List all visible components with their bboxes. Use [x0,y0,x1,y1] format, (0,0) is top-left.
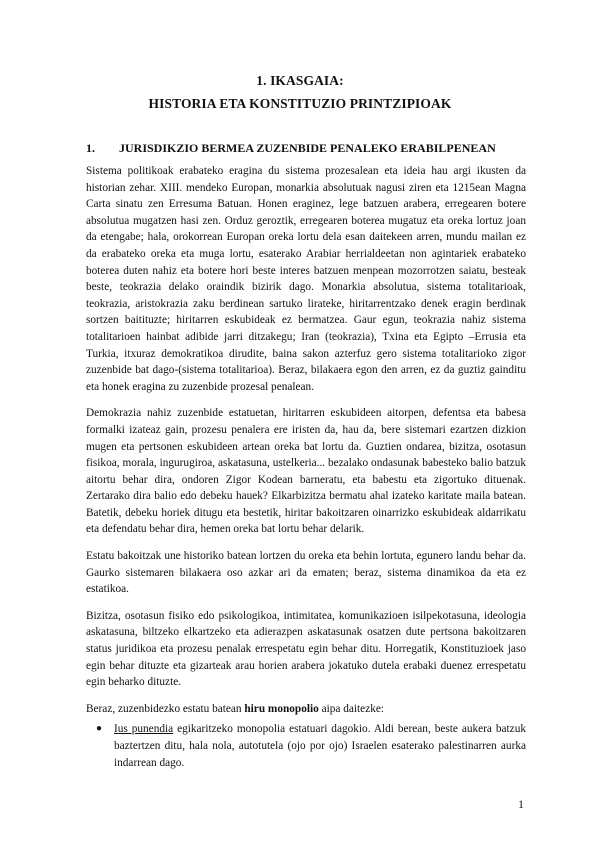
list-item-text: egikaritzeko monopolia estatuari dagokio. Aldi berean, beste aukera batzuk baztertzen ditu, hala nola, autotutela (ojo por ojo) Israelen esaterako palestinarren aurka indarrean dago. [114,723,526,769]
paragraph-2: Demokrazia nahiz zuzenbide estatuetan, hiritarren eskubideen aitorpen, defentsa eta babesa formalki izateaz gain, prozesu penalera ere iristen da, hau da, bere sistemari ezartzen dizkion mugen eta pertsonen eskubideen artean oreka bat lortu da. Guztien ondarea, bizitza, osotasun fisikoa, morala, ingurugiroa, askatasuna, ustelkeria... bezalako ondasunak babesteko balio batzuk aitortu behar dira, ondoren Zigor Kodean barneratu, eta babestu eta zigortuko dituenak. Zertarako dira balio edo debeku hauek? Elkarbizitza bermatu ahal izateko karitate maila batean. Batetik, debeku horiek ditugu eta bestetik, hiritar bakoitzaren oinarrizko eskubideak aldarrikatu eta defendatu behar dira, hemen oreka bat lortu behar delarik. [86,407,526,536]
section-heading [86,141,496,156]
monopoly-after-text: aipa daitezke: [318,702,385,715]
body-text [86,163,526,771]
list-item-underlined-term: Ius punendia [114,723,174,736]
page-number: 1 [518,797,524,811]
lesson-number-heading: 1. IKASGAIA: [256,73,344,88]
paragraph-3: Estatu bakoitzak une historiko batean lortzen du oreka eta behin lortuta, egunero landu behar da. Gaurko sistemaren bilakaera oso azkar ari da ematen; beraz, sistema dinamikoa da eta ez estatikoa. [86,550,526,596]
monopoly-list [86,721,526,771]
monopoly-bold-text: hiru monopolio [244,702,319,715]
paragraph-4: Bizitza, osotasun fisiko edo psikologikoa, intimitatea, komunikazioen isilpekotasuna, ideologia askatasuna, biltzeko elkartzeko eta adierazpen askatasunak osatzen dute pertsona bakoitzaren status juridikoa eta prozesu penalak errespetatu egin behar ditu. Horregatik, Konstituzioek jaso egin behar dituzte eta gizarteak arau horien arabera jokatuko dutela erabaki duenez errespetatu egin beharko dituzte. [86,609,526,689]
lesson-title-heading: HISTORIA ETA KONSTITUZIO PRINTZIPIOAK [148,96,452,111]
section-title: JURISDIKZIO BERMEA ZUZENBIDE PENALEKO ERABILPENEAN [119,141,496,155]
monopoly-intro-text: Beraz, zuzenbidezko estatu batean [86,702,245,715]
paragraph-monopoly-intro [86,701,526,718]
list-item [104,721,526,771]
section-number: 1. [86,141,95,155]
paragraph-1: Sistema politikoak erabateko eragina du sistema prozesalean eta ideia hau argi ikusten da historian zehar. XIII. mendeko Europan, monarkia absolutuak nagusi ziren eta 1215ean Magna Carta sinatu zen Erresuma Batuan. Honen eraginez, lege batzuen arabera, erregearen botere absolutua mugatzen hasi zen. Orduz geroztik, erregearen boterea mugatuz eta oreka lortuz joan da etengabe; hala, orokorrean Europan oreka lortu dela esan daitekeen arren, mundu mailan ez da erabateko oreka eta muga lortu, esaterako Arabiar herrialdeetan non agintariek erabateko boterea duten nahiz eta botere hori beste interes batzuen menpean mozorrotzen saiatu, besteak beste, teokrazia delako oraindik bizirik dago. Monarkia absolutua, sistema totalitarioak, teokrazia, aristokrazia zaku berdinean sartuko lirateke, hiritarrentzako denek eragin berdinak sortzen baitituzte; hiritarren eskubideak ez bermatzea. Gaur egun, teokrazia nahiz sistema totalitarioen hainbat adibide jarri ditzakegu; Iran (teokrazia), Txina eta Egipto –Errusia eta Turkia, itxuraz demokratikoa dirudite, baina sakon azterfuz gero sistema totalitarioko zigor zuzenbide bat dago-(sistema totalitarioa). Beraz, bilakaera egon den arren, ez da guztiz gainditu eta honek eragina zu zuzenbide prozesal penalean. [86,165,526,393]
